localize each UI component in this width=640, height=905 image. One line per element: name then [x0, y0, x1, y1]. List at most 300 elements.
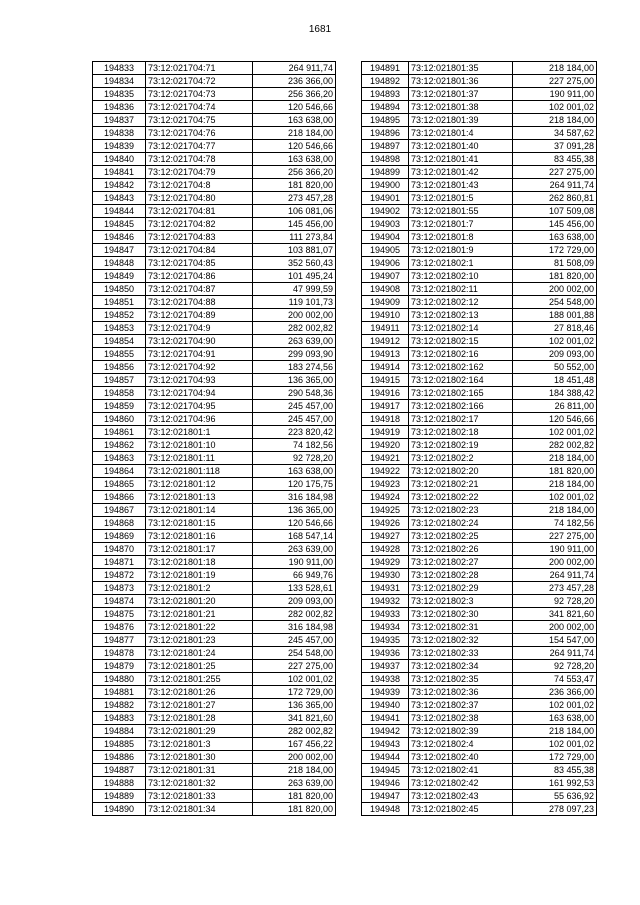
table-row	[362, 738, 597, 751]
table-row	[362, 127, 597, 140]
cadastral-number-cell: 73:12:021802:32	[409, 634, 513, 647]
cadastral-number-cell: 73:12:021801:40	[409, 140, 513, 153]
table-row	[93, 101, 336, 114]
table-row	[93, 426, 336, 439]
cadastral-number-cell: 73:12:021802:11	[409, 283, 513, 296]
row-number-cell: 194900	[362, 179, 409, 192]
row-number-cell: 194879	[93, 660, 146, 673]
amount-cell: 227 275,00	[513, 530, 597, 543]
amount-cell: 218 184,00	[513, 114, 597, 127]
cadastral-number-cell: 73:12:021802:43	[409, 790, 513, 803]
amount-cell: 218 184,00	[253, 764, 336, 777]
cadastral-number-cell: 73:12:021801:10	[146, 439, 253, 452]
amount-cell: 66 949,76	[253, 569, 336, 582]
table-row	[93, 491, 336, 504]
amount-cell: 107 509,08	[513, 205, 597, 218]
cadastral-number-cell: 73:12:021801:15	[146, 517, 253, 530]
table-row	[93, 218, 336, 231]
amount-cell: 102 001,02	[253, 673, 336, 686]
table-row	[93, 140, 336, 153]
table-row	[362, 608, 597, 621]
table-row	[362, 413, 597, 426]
row-number-cell: 194837	[93, 114, 146, 127]
amount-cell: 341 821,60	[253, 712, 336, 725]
amount-cell: 172 729,00	[513, 751, 597, 764]
table-row	[362, 140, 597, 153]
row-number-cell: 194916	[362, 387, 409, 400]
table-row	[362, 166, 597, 179]
cadastral-number-cell: 73:12:021802:166	[409, 400, 513, 413]
table-row	[93, 712, 336, 725]
row-number-cell: 194851	[93, 296, 146, 309]
table-row	[93, 231, 336, 244]
row-number-cell: 194841	[93, 166, 146, 179]
amount-cell: 245 457,00	[253, 634, 336, 647]
table-row	[93, 413, 336, 426]
row-number-cell: 194926	[362, 517, 409, 530]
row-number-cell: 194945	[362, 764, 409, 777]
table-row	[362, 634, 597, 647]
cadastral-number-cell: 73:12:021801:37	[409, 88, 513, 101]
cadastral-number-cell: 73:12:021801:21	[146, 608, 253, 621]
row-number-cell: 194844	[93, 205, 146, 218]
row-number-cell: 194898	[362, 153, 409, 166]
row-number-cell: 194895	[362, 114, 409, 127]
table-row	[93, 335, 336, 348]
table-row	[362, 205, 597, 218]
cadastral-number-cell: 73:12:021704:73	[146, 88, 253, 101]
table-row	[362, 452, 597, 465]
row-number-cell: 194843	[93, 192, 146, 205]
table-row	[93, 114, 336, 127]
cadastral-number-cell: 73:12:021802:162	[409, 361, 513, 374]
amount-cell: 341 821,60	[513, 608, 597, 621]
amount-cell: 119 101,73	[253, 296, 336, 309]
table-row	[362, 426, 597, 439]
amount-cell: 316 184,98	[253, 621, 336, 634]
row-number-cell: 194863	[93, 452, 146, 465]
cadastral-number-cell: 73:12:021801:35	[409, 62, 513, 75]
cadastral-number-cell: 73:12:021802:35	[409, 673, 513, 686]
row-number-cell: 194925	[362, 504, 409, 517]
cadastral-number-cell: 73:12:021704:95	[146, 400, 253, 413]
amount-cell: 136 365,00	[253, 374, 336, 387]
cadastral-number-cell: 73:12:021802:3	[409, 595, 513, 608]
table-row	[93, 686, 336, 699]
table-row	[93, 452, 336, 465]
amount-cell: 290 548,36	[253, 387, 336, 400]
row-number-cell: 194847	[93, 244, 146, 257]
row-number-cell: 194934	[362, 621, 409, 634]
table-row	[93, 166, 336, 179]
amount-cell: 172 729,00	[513, 244, 597, 257]
cadastral-number-cell: 73:12:021802:27	[409, 556, 513, 569]
amount-cell: 47 999,59	[253, 283, 336, 296]
row-number-cell: 194835	[93, 88, 146, 101]
cadastral-number-cell: 73:12:021802:12	[409, 296, 513, 309]
table-row	[93, 738, 336, 751]
cadastral-number-cell: 73:12:021704:8	[146, 179, 253, 192]
cadastral-number-cell: 73:12:021704:79	[146, 166, 253, 179]
row-number-cell: 194890	[93, 803, 146, 816]
cadastral-number-cell: 73:12:021704:85	[146, 257, 253, 270]
left-table-body	[93, 62, 336, 816]
cadastral-number-cell: 73:12:021704:93	[146, 374, 253, 387]
table-row	[362, 283, 597, 296]
amount-cell: 102 001,02	[513, 426, 597, 439]
row-number-cell: 194918	[362, 413, 409, 426]
amount-cell: 92 728,20	[253, 452, 336, 465]
row-number-cell: 194906	[362, 257, 409, 270]
row-number-cell: 194886	[93, 751, 146, 764]
row-number-cell: 194857	[93, 374, 146, 387]
cadastral-number-cell: 73:12:021704:91	[146, 348, 253, 361]
table-row	[93, 660, 336, 673]
amount-cell: 101 495,24	[253, 270, 336, 283]
table-row	[362, 153, 597, 166]
amount-cell: 136 365,00	[253, 504, 336, 517]
row-number-cell: 194887	[93, 764, 146, 777]
cadastral-number-cell: 73:12:021704:84	[146, 244, 253, 257]
cadastral-number-cell: 73:12:021802:33	[409, 647, 513, 660]
table-row	[93, 361, 336, 374]
row-number-cell: 194865	[93, 478, 146, 491]
row-number-cell: 194913	[362, 348, 409, 361]
table-row	[93, 504, 336, 517]
table-row	[362, 491, 597, 504]
table-row	[93, 387, 336, 400]
cadastral-number-cell: 73:12:021801:1	[146, 426, 253, 439]
row-number-cell: 194920	[362, 439, 409, 452]
row-number-cell: 194838	[93, 127, 146, 140]
cadastral-number-cell: 73:12:021704:83	[146, 231, 253, 244]
amount-cell: 181 820,00	[253, 803, 336, 816]
cadastral-number-cell: 73:12:021704:80	[146, 192, 253, 205]
cadastral-number-cell: 73:12:021801:42	[409, 166, 513, 179]
row-number-cell: 194929	[362, 556, 409, 569]
row-number-cell: 194872	[93, 569, 146, 582]
amount-cell: 218 184,00	[253, 127, 336, 140]
row-number-cell: 194875	[93, 608, 146, 621]
amount-cell: 209 093,00	[253, 595, 336, 608]
amount-cell: 227 275,00	[513, 166, 597, 179]
table-row	[362, 543, 597, 556]
cadastral-number-cell: 73:12:021801:16	[146, 530, 253, 543]
table-row	[362, 322, 597, 335]
amount-cell: 218 184,00	[513, 62, 597, 75]
amount-cell: 245 457,00	[253, 400, 336, 413]
cadastral-number-cell: 73:12:021802:30	[409, 608, 513, 621]
cadastral-number-cell: 73:12:021802:20	[409, 465, 513, 478]
amount-cell: 184 388,42	[513, 387, 597, 400]
amount-cell: 245 457,00	[253, 413, 336, 426]
cadastral-number-cell: 73:12:021704:86	[146, 270, 253, 283]
table-row	[362, 660, 597, 673]
row-number-cell: 194912	[362, 335, 409, 348]
table-row	[362, 530, 597, 543]
amount-cell: 200 002,00	[253, 751, 336, 764]
row-number-cell: 194943	[362, 738, 409, 751]
cadastral-number-cell: 73:12:021802:21	[409, 478, 513, 491]
table-row	[362, 790, 597, 803]
amount-cell: 181 820,00	[513, 465, 597, 478]
amount-cell: 282 002,82	[253, 608, 336, 621]
cadastral-number-cell: 73:12:021704:76	[146, 127, 253, 140]
row-number-cell: 194942	[362, 725, 409, 738]
table-row	[362, 101, 597, 114]
table-row	[93, 777, 336, 790]
amount-cell: 218 184,00	[513, 452, 597, 465]
row-number-cell: 194855	[93, 348, 146, 361]
cadastral-number-cell: 73:12:021802:34	[409, 660, 513, 673]
row-number-cell: 194858	[93, 387, 146, 400]
cadastral-number-cell: 73:12:021704:88	[146, 296, 253, 309]
row-number-cell: 194908	[362, 283, 409, 296]
row-number-cell: 194901	[362, 192, 409, 205]
table-row	[362, 504, 597, 517]
table-row	[93, 621, 336, 634]
row-number-cell: 194937	[362, 660, 409, 673]
row-number-cell: 194885	[93, 738, 146, 751]
cadastral-number-cell: 73:12:021801:25	[146, 660, 253, 673]
row-number-cell: 194909	[362, 296, 409, 309]
row-number-cell: 194932	[362, 595, 409, 608]
cadastral-number-cell: 73:12:021801:2	[146, 582, 253, 595]
row-number-cell: 194903	[362, 218, 409, 231]
amount-cell: 81 508,09	[513, 257, 597, 270]
cadastral-number-cell: 73:12:021801:23	[146, 634, 253, 647]
cadastral-number-cell: 73:12:021801:19	[146, 569, 253, 582]
amount-cell: 161 992,53	[513, 777, 597, 790]
table-row	[93, 439, 336, 452]
table-row	[93, 348, 336, 361]
table-row	[93, 400, 336, 413]
cadastral-number-cell: 73:12:021802:1	[409, 257, 513, 270]
row-number-cell: 194852	[93, 309, 146, 322]
amount-cell: 190 911,00	[513, 543, 597, 556]
row-number-cell: 194928	[362, 543, 409, 556]
table-row	[93, 127, 336, 140]
row-number-cell: 194889	[93, 790, 146, 803]
cadastral-number-cell: 73:12:021801:118	[146, 465, 253, 478]
amount-cell: 263 639,00	[253, 777, 336, 790]
table-row	[362, 244, 597, 257]
amount-cell: 264 911,74	[253, 62, 336, 75]
amount-cell: 278 097,23	[513, 803, 597, 816]
row-number-cell: 194923	[362, 478, 409, 491]
row-number-cell: 194910	[362, 309, 409, 322]
cadastral-number-cell: 73:12:021802:25	[409, 530, 513, 543]
row-number-cell: 194864	[93, 465, 146, 478]
table-row	[362, 348, 597, 361]
amount-cell: 120 546,66	[253, 140, 336, 153]
table-row	[362, 699, 597, 712]
amount-cell: 236 366,00	[513, 686, 597, 699]
cadastral-number-cell: 73:12:021802:164	[409, 374, 513, 387]
table-row	[362, 465, 597, 478]
table-row	[93, 283, 336, 296]
amount-cell: 218 184,00	[513, 725, 597, 738]
amount-cell: 181 820,00	[513, 270, 597, 283]
table-row	[362, 114, 597, 127]
cadastral-number-cell: 73:12:021802:10	[409, 270, 513, 283]
cadastral-number-cell: 73:12:021802:22	[409, 491, 513, 504]
cadastral-number-cell: 73:12:021801:9	[409, 244, 513, 257]
cadastral-number-cell: 73:12:021802:23	[409, 504, 513, 517]
table-row	[93, 270, 336, 283]
amount-cell: 163 638,00	[253, 465, 336, 478]
cadastral-number-cell: 73:12:021704:9	[146, 322, 253, 335]
table-row	[93, 725, 336, 738]
row-number-cell: 194899	[362, 166, 409, 179]
cadastral-number-cell: 73:12:021802:24	[409, 517, 513, 530]
table-row	[93, 309, 336, 322]
row-number-cell: 194861	[93, 426, 146, 439]
row-number-cell: 194944	[362, 751, 409, 764]
amount-cell: 227 275,00	[513, 75, 597, 88]
cadastral-number-cell: 73:12:021801:22	[146, 621, 253, 634]
row-number-cell: 194853	[93, 322, 146, 335]
cadastral-number-cell: 73:12:021802:42	[409, 777, 513, 790]
row-number-cell: 194880	[93, 673, 146, 686]
cadastral-number-cell: 73:12:021802:38	[409, 712, 513, 725]
table-row	[362, 231, 597, 244]
amount-cell: 200 002,00	[513, 283, 597, 296]
table-row	[93, 62, 336, 75]
table-row	[93, 530, 336, 543]
row-number-cell: 194870	[93, 543, 146, 556]
amount-cell: 299 093,90	[253, 348, 336, 361]
cadastral-number-cell: 73:12:021802:39	[409, 725, 513, 738]
row-number-cell: 194849	[93, 270, 146, 283]
table-row	[362, 75, 597, 88]
row-number-cell: 194905	[362, 244, 409, 257]
amount-cell: 102 001,02	[513, 335, 597, 348]
cadastral-number-cell: 73:12:021801:20	[146, 595, 253, 608]
amount-cell: 83 455,38	[513, 764, 597, 777]
cadastral-number-cell: 73:12:021802:14	[409, 322, 513, 335]
cadastral-number-cell: 73:12:021802:31	[409, 621, 513, 634]
amount-cell: 102 001,02	[513, 101, 597, 114]
row-number-cell: 194868	[93, 517, 146, 530]
cadastral-number-cell: 73:12:021801:55	[409, 205, 513, 218]
row-number-cell: 194869	[93, 530, 146, 543]
amount-cell: 106 081,06	[253, 205, 336, 218]
amount-cell: 83 455,38	[513, 153, 597, 166]
cadastral-number-cell: 73:12:021704:94	[146, 387, 253, 400]
cadastral-number-cell: 73:12:021704:89	[146, 309, 253, 322]
amount-cell: 27 818,46	[513, 322, 597, 335]
amount-cell: 163 638,00	[513, 712, 597, 725]
table-row	[362, 556, 597, 569]
cadastral-number-cell: 73:12:021704:78	[146, 153, 253, 166]
cadastral-number-cell: 73:12:021802:37	[409, 699, 513, 712]
row-number-cell: 194856	[93, 361, 146, 374]
table-row	[362, 686, 597, 699]
table-row	[362, 179, 597, 192]
row-number-cell: 194948	[362, 803, 409, 816]
row-number-cell: 194892	[362, 75, 409, 88]
table-row	[362, 296, 597, 309]
cadastral-number-cell: 73:12:021801:27	[146, 699, 253, 712]
row-number-cell: 194897	[362, 140, 409, 153]
amount-cell: 282 002,82	[253, 725, 336, 738]
row-number-cell: 194939	[362, 686, 409, 699]
row-number-cell: 194931	[362, 582, 409, 595]
cadastral-number-cell: 73:12:021801:4	[409, 127, 513, 140]
cadastral-number-cell: 73:12:021801:43	[409, 179, 513, 192]
row-number-cell: 194946	[362, 777, 409, 790]
table-row	[362, 88, 597, 101]
amount-cell: 167 456,22	[253, 738, 336, 751]
amount-cell: 256 366,20	[253, 166, 336, 179]
row-number-cell: 194927	[362, 530, 409, 543]
table-row	[362, 517, 597, 530]
cadastral-number-cell: 73:12:021801:5	[409, 192, 513, 205]
table-row	[362, 582, 597, 595]
cadastral-number-cell: 73:12:021704:87	[146, 283, 253, 296]
amount-cell: 263 639,00	[253, 335, 336, 348]
cadastral-number-cell: 73:12:021801:39	[409, 114, 513, 127]
amount-cell: 227 275,00	[253, 660, 336, 673]
row-number-cell: 194915	[362, 374, 409, 387]
row-number-cell: 194941	[362, 712, 409, 725]
amount-cell: 218 184,00	[513, 478, 597, 491]
amount-cell: 236 366,00	[253, 75, 336, 88]
row-number-cell: 194904	[362, 231, 409, 244]
cadastral-number-cell: 73:12:021801:32	[146, 777, 253, 790]
table-row	[362, 439, 597, 452]
amount-cell: 282 002,82	[253, 322, 336, 335]
row-number-cell: 194860	[93, 413, 146, 426]
table-row	[362, 270, 597, 283]
row-number-cell: 194878	[93, 647, 146, 660]
row-number-cell: 194891	[362, 62, 409, 75]
amount-cell: 92 728,20	[513, 595, 597, 608]
cadastral-number-cell: 73:12:021801:13	[146, 491, 253, 504]
page-number: 1681	[308, 24, 332, 35]
row-number-cell: 194884	[93, 725, 146, 738]
cadastral-number-cell: 73:12:021802:2	[409, 452, 513, 465]
table-row	[362, 764, 597, 777]
row-number-cell: 194914	[362, 361, 409, 374]
table-row	[93, 764, 336, 777]
table-row	[362, 569, 597, 582]
row-number-cell: 194836	[93, 101, 146, 114]
amount-cell: 273 457,28	[253, 192, 336, 205]
row-number-cell: 194919	[362, 426, 409, 439]
table-row	[362, 803, 597, 816]
row-number-cell: 194922	[362, 465, 409, 478]
amount-cell: 163 638,00	[253, 153, 336, 166]
cadastral-number-cell: 73:12:021801:29	[146, 725, 253, 738]
cadastral-number-cell: 73:12:021802:45	[409, 803, 513, 816]
table-row	[93, 595, 336, 608]
cadastral-number-cell: 73:12:021704:72	[146, 75, 253, 88]
cadastral-number-cell: 73:12:021801:8	[409, 231, 513, 244]
table-row	[93, 374, 336, 387]
row-number-cell: 194867	[93, 504, 146, 517]
row-number-cell: 194842	[93, 179, 146, 192]
row-number-cell: 194888	[93, 777, 146, 790]
row-number-cell: 194940	[362, 699, 409, 712]
amount-cell: 352 560,43	[253, 257, 336, 270]
cadastral-number-cell: 73:12:021801:34	[146, 803, 253, 816]
amount-cell: 200 002,00	[513, 621, 597, 634]
row-number-cell: 194938	[362, 673, 409, 686]
row-number-cell: 194866	[93, 491, 146, 504]
amount-cell: 264 911,74	[513, 647, 597, 660]
